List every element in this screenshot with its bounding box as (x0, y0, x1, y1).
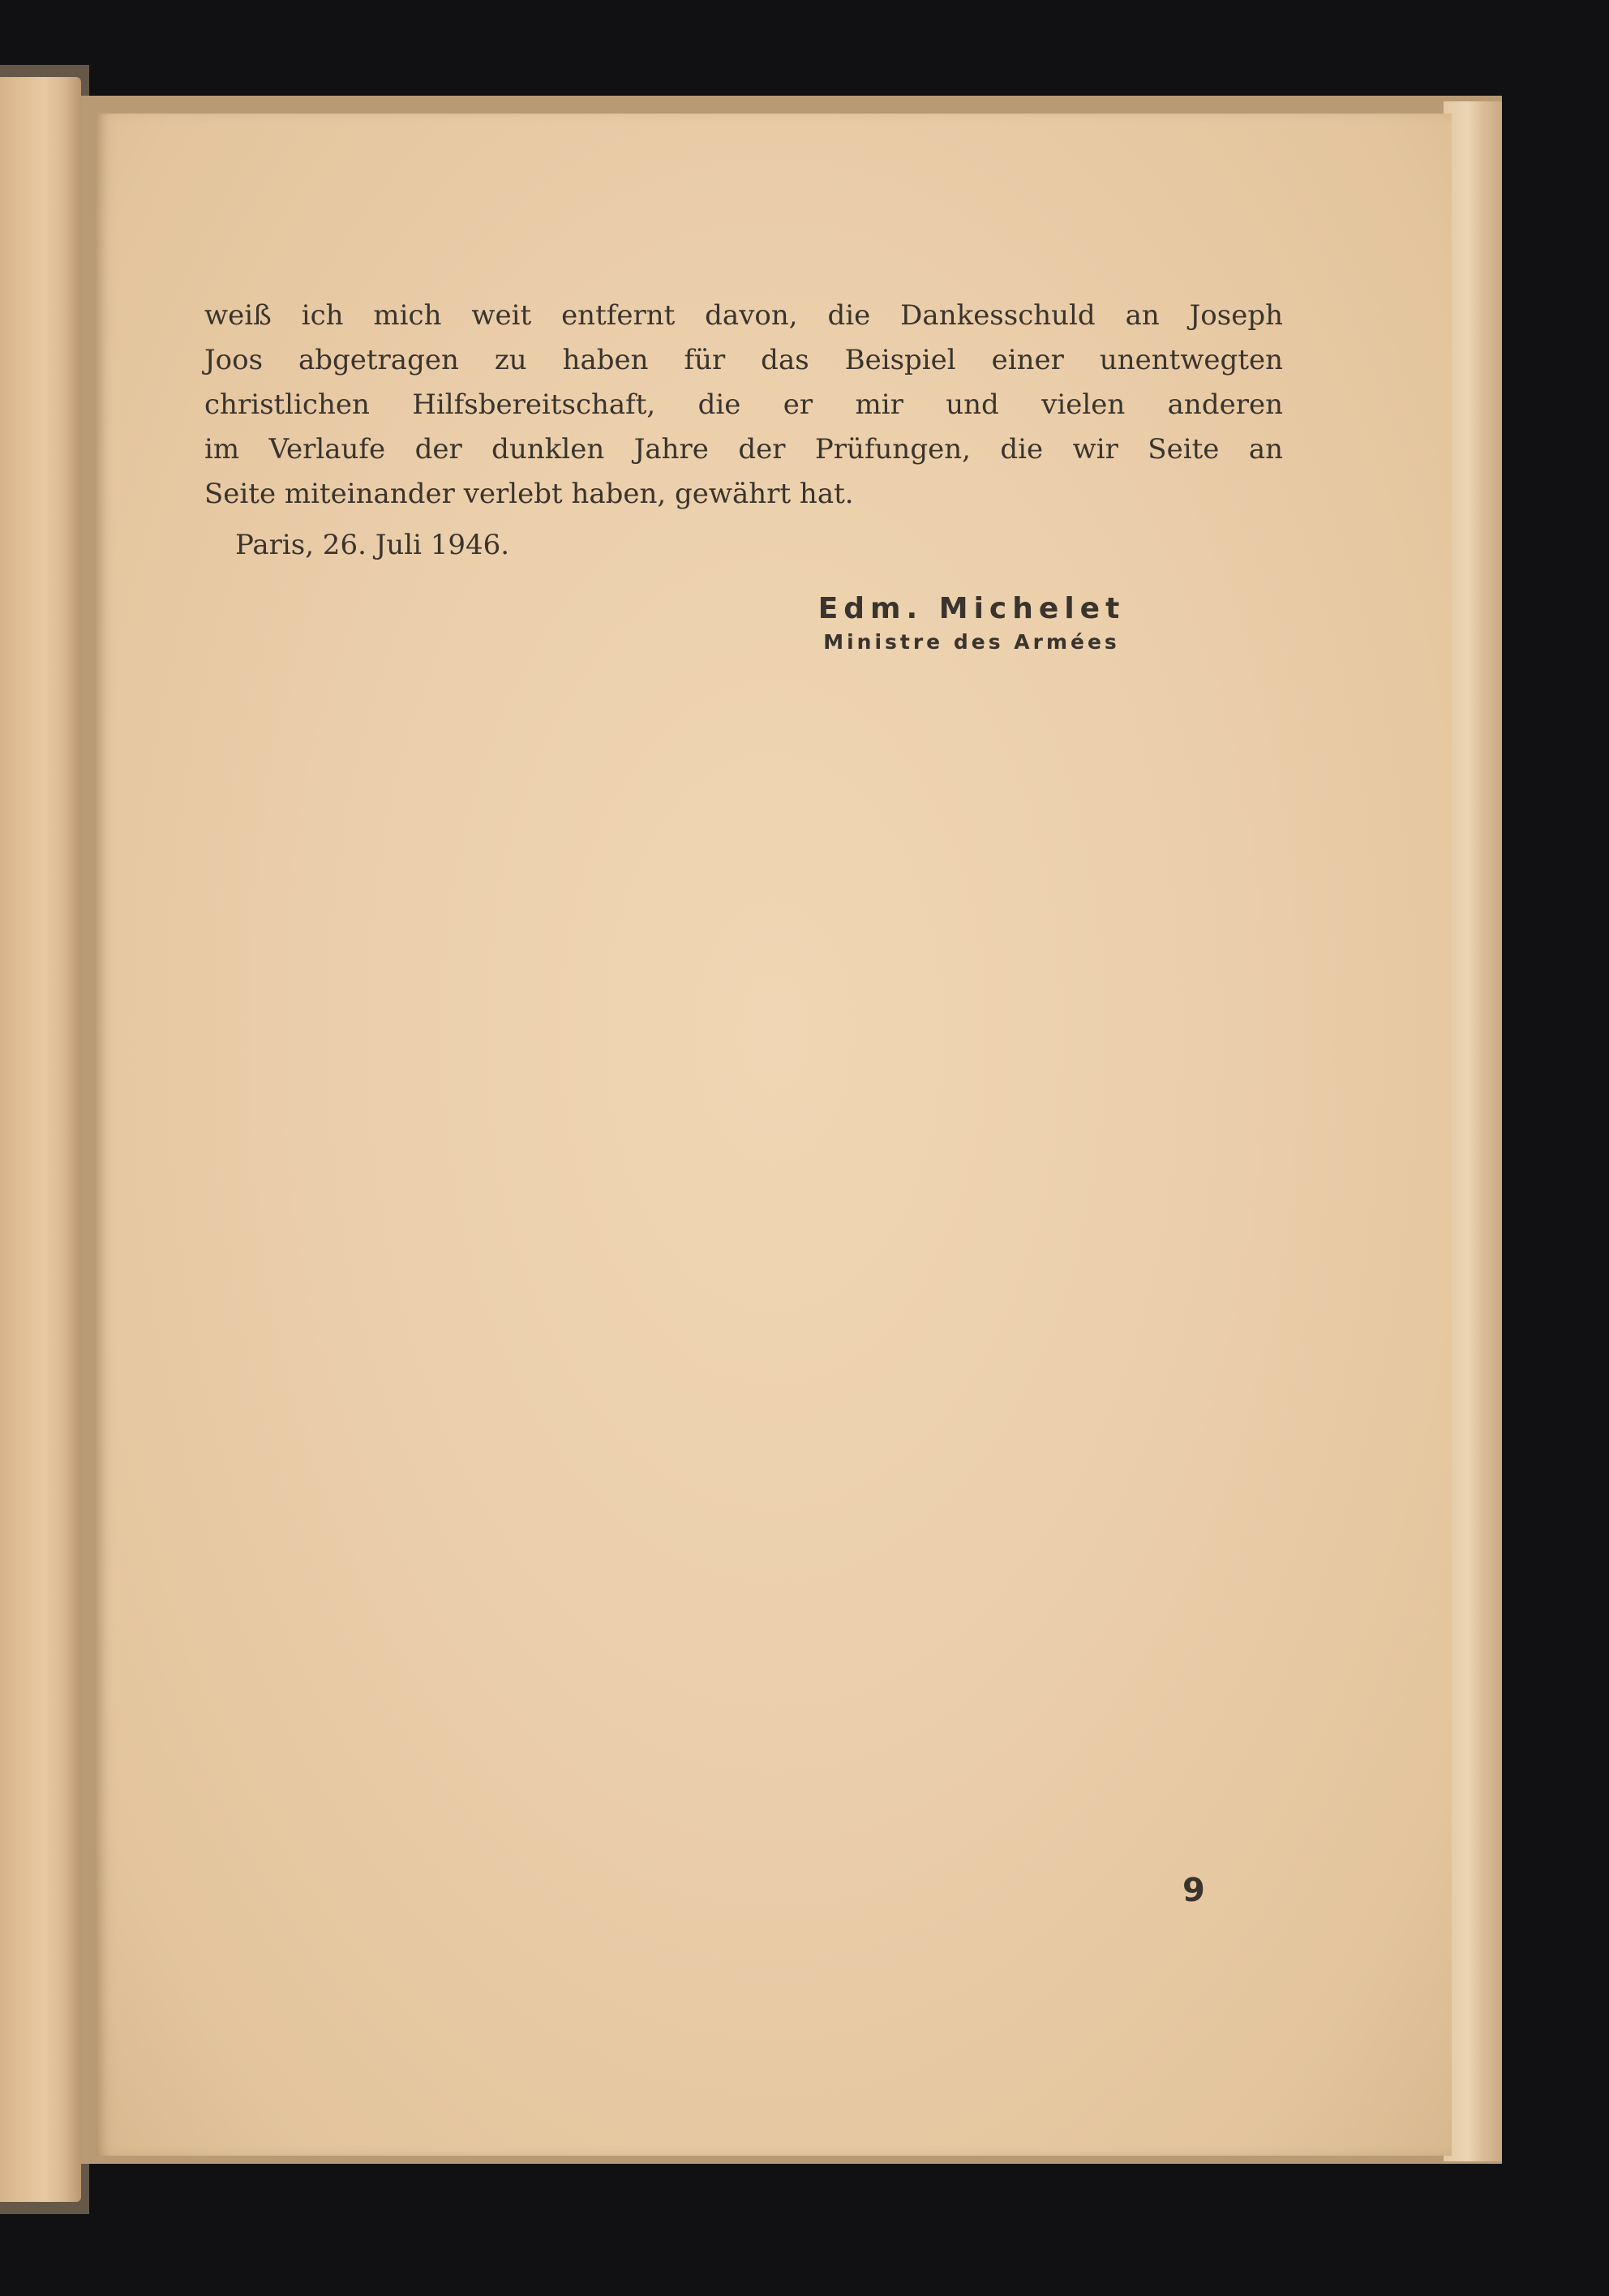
signatory-title: Ministre des Armées (823, 630, 1120, 654)
text-line: christlichen Hilfsbereitschaft, die er mir und vielen anderen (204, 388, 1283, 421)
signatory-name: Edm. Michelet (817, 592, 1126, 625)
text-line: Joos abgetragen zu haben für das Beispiel einer unentwegten (204, 344, 1283, 376)
text-line: weiß ich mich weit entfernt davon, die Dankesschuld an Joseph (204, 299, 1283, 332)
text-line: im Verlaufe der dunklen Jahre der Prüfungen, die wir Seite an (204, 433, 1283, 466)
signature-block (769, 592, 1174, 654)
body-text (204, 294, 1283, 517)
text-line: Seite miteinander verlebt haben, gewährt hat. (204, 478, 854, 510)
page-number: 9 (1182, 1872, 1205, 1909)
facing-page-edge (0, 77, 81, 2202)
book-page (96, 114, 1452, 2156)
dateline: Paris, 26. Juli 1946. (235, 529, 510, 561)
page-edge-stack (1444, 101, 1502, 2161)
